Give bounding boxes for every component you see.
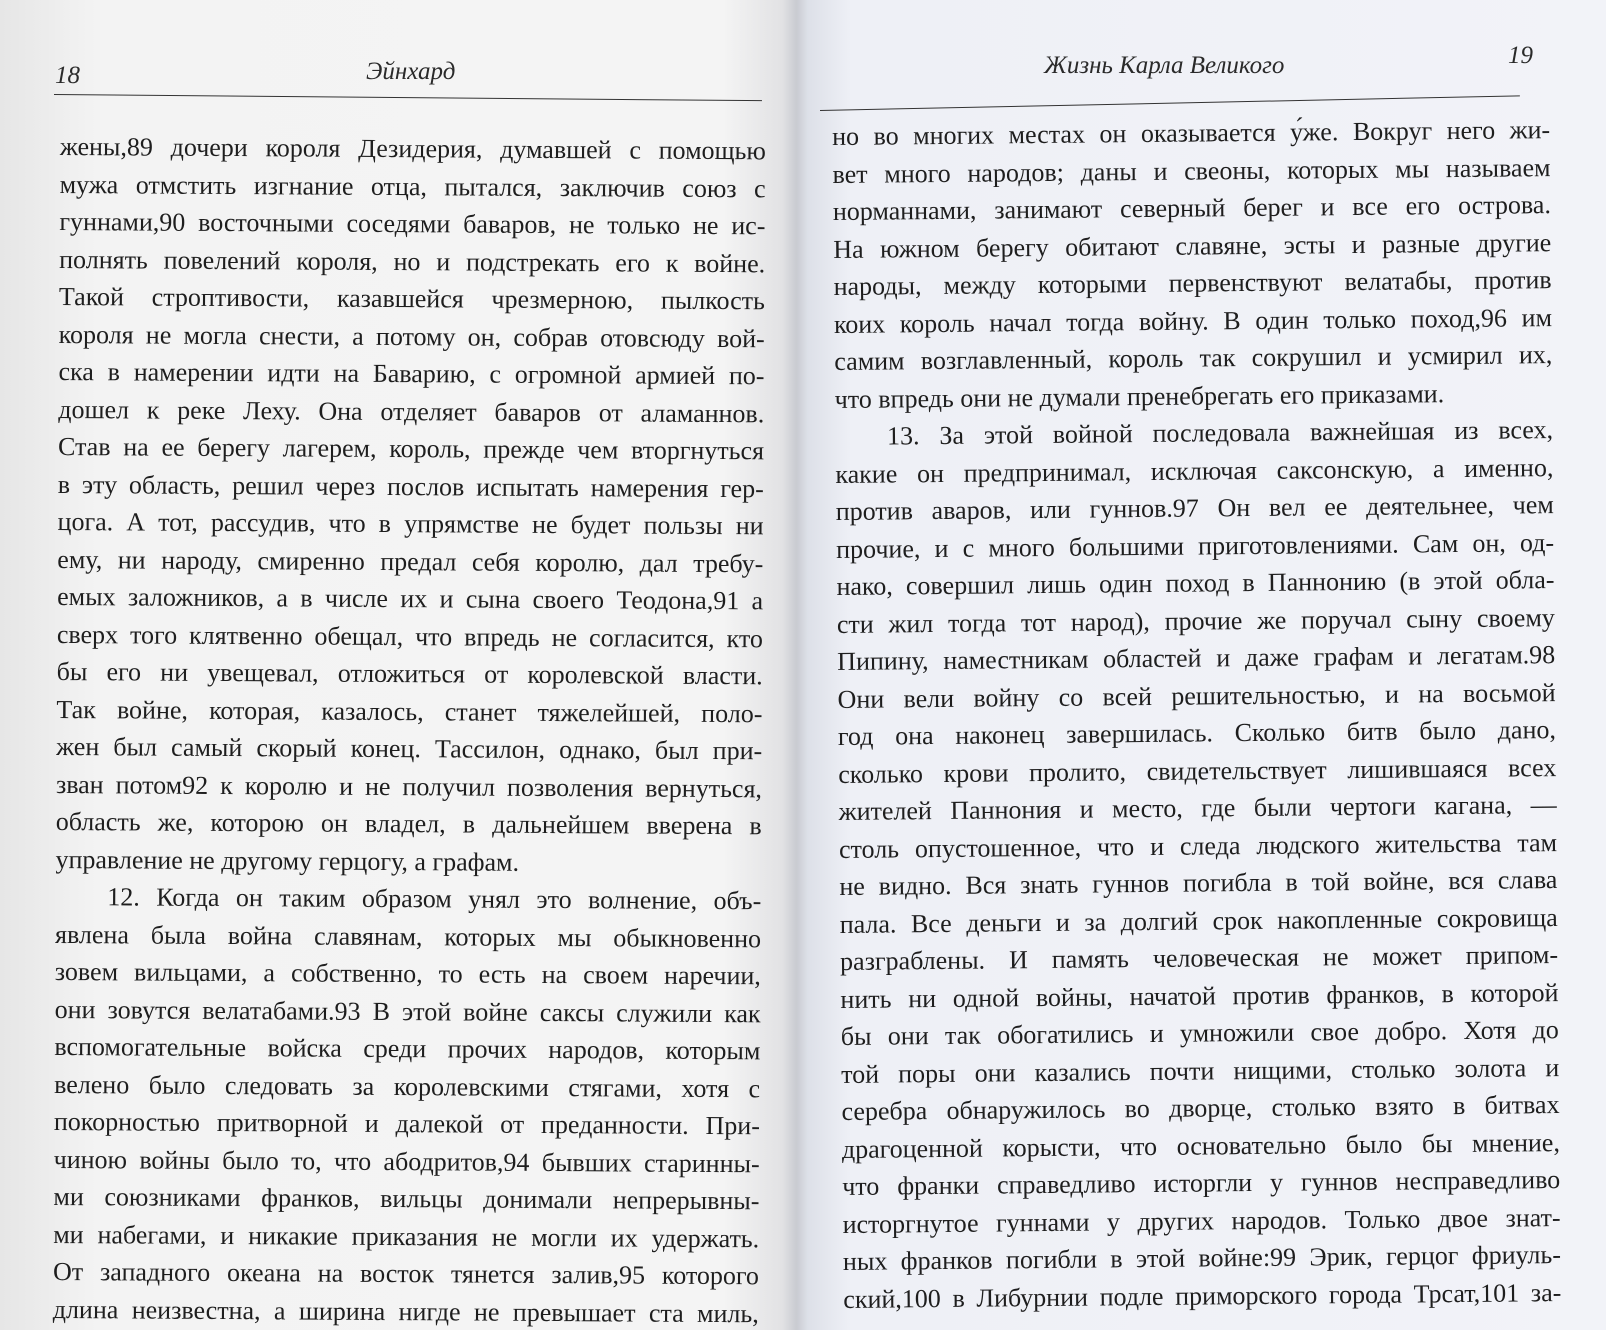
text-line: исторгнутое гуннами у других народов. Только двое знат- — [842, 1202, 1561, 1239]
text-line: в эту область, решил через послов испытать намерения гер- — [57, 469, 764, 503]
running-head: Эйнхард — [366, 58, 456, 85]
text-line: ми набегами, и никакие приказания не могли их удержать. — [53, 1219, 760, 1253]
text-line: На южном берегу обитают славяне, эсты и разные другие — [833, 227, 1552, 264]
body-text — [832, 111, 1561, 1318]
text-line: бы они так обогатились и умножили свое добро. Хотя до — [840, 1015, 1559, 1051]
text-line: нако, совершил лишь один поход в Паннонию (в этой обла- — [836, 565, 1555, 601]
right-page — [808, 0, 1606, 1330]
text-line: явлена была война славянам, которых мы обыкновенно — [54, 919, 762, 953]
text-line: самим возглавленный, король так сокрушил и усмирил их, — [834, 340, 1553, 376]
text-line: разграблены. И память человеческая не может припом- — [839, 940, 1559, 976]
text-line: что впредь они не думали пренебрегать его приказами. — [834, 378, 1445, 414]
text-line: народы, между которыми первенствуют велатабы, против — [833, 265, 1552, 301]
text-line: они зовутся велатабами.93 В этой войне саксы служили как — [54, 994, 761, 1028]
text-line: полнять повелений короля, но и подстрекать его к войне. — [59, 244, 766, 278]
text-line: Пипину, наместникам областей и даже графам и легатам.98 — [837, 640, 1556, 676]
text-line: емых заложников, а в числе их и сына своего Теодона,91 а — [57, 581, 764, 616]
text-line: длина неизвестна, а ширина нигде не превышает ста миль, — [52, 1294, 759, 1328]
text-line: Так войне, которая, казалось, станет тяжелейшей, поло- — [56, 694, 763, 728]
text-line: Став на ее берегу лагерем, король, прежде чем вторгнуться — [57, 431, 765, 466]
text-line: вет много народов; даны и свеоны, которых мы называем — [832, 152, 1551, 189]
text-line: короля не могла снести, а потому он, собрав отовсюду вой- — [58, 319, 765, 353]
text-line: область же, которою он владел, в дальнейшем вверена в — [55, 806, 762, 841]
paragraph-start: 13. За этой войной последовала важнейшая из всех, — [886, 415, 1554, 451]
text-line: бы его ни увещевал, отложиться от королевской власти. — [56, 656, 763, 691]
text-line: сверх того клятвенно обещал, что впредь не согласится, кто — [56, 619, 763, 653]
text-line: пала. Все деньги и за долгий срок накопленные сокровища — [839, 902, 1558, 939]
text-line: чиною войны было то, что абодритов,94 бывших старинны- — [53, 1144, 760, 1178]
text-line: цога. А тот, рассудив, что в упрямстве не будет пользы ни — [57, 506, 764, 541]
text-line: Они вели войну со всей решительностью, и на восьмой — [837, 677, 1556, 714]
text-line: дошел к реке Леху. Она отделяет баваров от аламаннов. — [58, 394, 765, 428]
text-line: ему, ни народу, смиренно предал себя королю, дал требу- — [57, 544, 764, 578]
text-line: сти жил тогда тот народ), прочие же поручал сыну своему — [836, 602, 1555, 639]
text-line: сколько крови пролито, свидетельствует лишившаяся всех — [838, 752, 1557, 789]
left-page — [0, 0, 796, 1330]
text-line: против аваров, или гуннов.97 Он вел ее деятельнее, чем — [835, 490, 1554, 526]
text-line: не видно. Вся знать гуннов погибла в той войне, вся слава — [839, 865, 1558, 901]
text-line: серебра обнаружилось во дворце, столько взято в битвах — [841, 1090, 1560, 1126]
text-line: Такой строптивости, казавшейся чрезмерною, пылкость — [58, 281, 766, 316]
text-line: прочие, и с много большими приготовлениями. Сам он, од- — [835, 527, 1555, 564]
text-line: покорностью притворной и далекой от преданности. При- — [53, 1106, 761, 1141]
text-line: той поры они казались почти нищими, столько золота и — [841, 1052, 1560, 1089]
text-line: жителей Паннония и место, где были чертоги кагана, — — [838, 790, 1557, 826]
text-line: гуннами,90 восточными соседями баваров, не только не ис- — [59, 206, 766, 241]
text-line: вспомогательные войска среди прочих народов, которым — [54, 1031, 761, 1066]
text-line: но во многих местах он оказывается у́же. Вокруг него жи- — [832, 115, 1551, 151]
text-line: ский,100 в Либурнии подле приморского города Трсат,101 за- — [843, 1277, 1562, 1314]
text-line: велено было следовать за королевскими стягами, хотя с — [54, 1069, 761, 1103]
header-rule — [54, 94, 762, 101]
text-line: год она наконец завершилась. Сколько битв было дано, — [837, 715, 1557, 751]
header-rule — [820, 95, 1520, 111]
text-line: какие он предпринимал, исключая саксонскую, а именно, — [835, 452, 1554, 489]
page-number: 18 — [55, 62, 80, 89]
page-number: 19 — [1508, 42, 1533, 69]
text-line: ска в намерении идти на Баварию, с огромной армией по- — [58, 356, 765, 391]
text-line: жен был самый скорый конец. Тассилон, однако, был при- — [56, 731, 763, 766]
text-line: зван потом92 к королю и не получил позволения вернуться, — [55, 769, 763, 803]
text-line: столь опустошенное, что и следа людского жительства там — [838, 827, 1558, 864]
running-head: Жизнь Карла Великого — [1044, 52, 1285, 79]
text-line: жены,89 дочери короля Дезидерия, думавшей с помощью — [59, 131, 766, 166]
text-line: ми союзниками франков, вильцы донимали непрерывны- — [53, 1181, 760, 1216]
text-line: драгоценной корысти, что основательно было бы мнение, — [841, 1127, 1561, 1164]
text-line: управление не другому герцогу, а графам. — [55, 844, 520, 877]
text-line: ных франков погибли в этой войне:99 Эрик, герцог фриуль- — [842, 1240, 1562, 1276]
text-line: нить ни одной войны, начатой против франков, в которой — [840, 977, 1559, 1014]
text-line: От западного океана на восток тянется залив,95 которого — [52, 1256, 760, 1291]
paragraph-start: 12. Когда он таким образом унял это волнение, объ- — [107, 882, 762, 916]
text-line: мужа отмстить изгнание отца, пытался, заключив союз с — [59, 169, 766, 203]
text-line: коих король начал тогда войну. В один только поход,96 им — [833, 302, 1553, 339]
text-line: зовем вильцами, а собственно, то есть на своем наречии, — [54, 956, 761, 991]
text-line: норманнами, занимают северный берег и все его острова. — [832, 190, 1552, 226]
text-line: что франки справедливо исторгли у гуннов несправедливо — [842, 1165, 1561, 1201]
body-text — [53, 128, 766, 1330]
